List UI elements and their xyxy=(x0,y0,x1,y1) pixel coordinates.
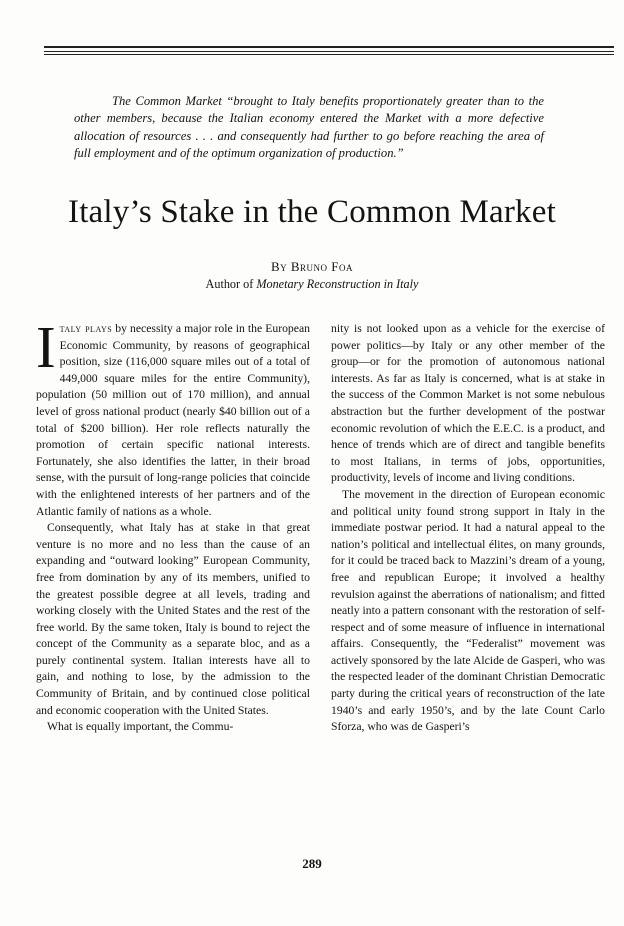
body-paragraph: Consequently, what Italy has at stake in that great venture is no more and no less than the cause of an expanding and “outward looking” European Community, free from domination by any of its members, unified to the greatest possible degree at all levels, trading and working closely with the United States and the rest of the free world. By the same token, Italy is bound to reject the concept of the Community as a separate bloc, and as a purely continental system. Italian interests have all to gain, and nothing to lose, by the admission to the Community of Britain, and by continued close political and economic cooperation with the United States. xyxy=(36,521,310,717)
lead-in: taly plays xyxy=(59,322,113,335)
article-title: Italy’s Stake in the Common Market xyxy=(68,194,556,230)
body-paragraph xyxy=(36,314,310,520)
page-number: 289 xyxy=(302,856,322,871)
byline-prefix: By xyxy=(271,259,288,274)
top-rule-thin xyxy=(44,51,614,52)
byline xyxy=(0,259,624,275)
right-column xyxy=(331,321,605,736)
author-name: Bruno Foa xyxy=(290,259,353,274)
top-rule-hairline xyxy=(44,54,614,55)
paragraph-text: by necessity a major role in the European Economic Community, by reasons of geographical position, size (116,000 square miles out of a total of 449,000 square miles for the entire Community), population (50 million out of 170 million), and annual level of gross national product (nearly $40 billion out of a total of $200 billion). Her role reflects naturally the promotion of certain specific national interests. Fortunately, she also identifies the latter, in their broad sense, with the pursuit of long-range policies that coincide with the enlightened interests of her partners and of the Atlantic family of nations as a whole. xyxy=(36,322,310,518)
top-rule-thick xyxy=(44,46,614,48)
body-paragraph: The movement in the direction of European economic and political unity found strong support in Italy in the immediate postwar period. It had a natural appeal to the nation’s political and intellectual élites, on many grounds, for it could be traced back to Mazzini’s dream of a young, free and republican Europe; it involved a healthy revulsion against the aberrations of nationalism; and fitted neatly into a pattern consonant with the restoration of self-respect and of some measure of influence in international affairs. Consequently, the “Federalist” movement was actively sponsored by the late Alcide de Gasperi, who was the respected leader of the dominant Christian Democratic party during the critical years of reconstruction of the late 1940’s and early 1950’s, and by the late Count Carlo Sforza, who was de Gasperi’s xyxy=(331,487,605,734)
drop-cap: I xyxy=(36,314,56,380)
body-paragraph: nity is not looked upon as a vehicle for the exercise of power politics—by Italy or any other member of the group—or for the promotion of autonomous national interests. As far as Italy is concerned, what is at stake in the success of the Common Market is not some nebulous abstraction but the further development of the postwar economic revolution of which the E.E.C. is a product, and hence of trends which are of direct and tangible benefits to most Italians, in terms of jobs, opportunities, productivity, levels of income and living conditions. xyxy=(331,322,605,485)
affiliation-book: Monetary Reconstruction in Italy xyxy=(256,277,419,291)
body-paragraph: What is equally important, the Commu- xyxy=(47,720,234,734)
epigraph: The Common Market “brought to Italy benefits proportionately greater than to the other members, because the Italian economy entered the Market with a more defective allocation of resources . . . and consequently had further to go before reaching the area of full employment and of the optimum organization of production.” xyxy=(74,94,544,160)
author-affiliation xyxy=(0,277,624,292)
left-column xyxy=(36,314,310,736)
affiliation-prefix: Author of xyxy=(205,277,254,291)
